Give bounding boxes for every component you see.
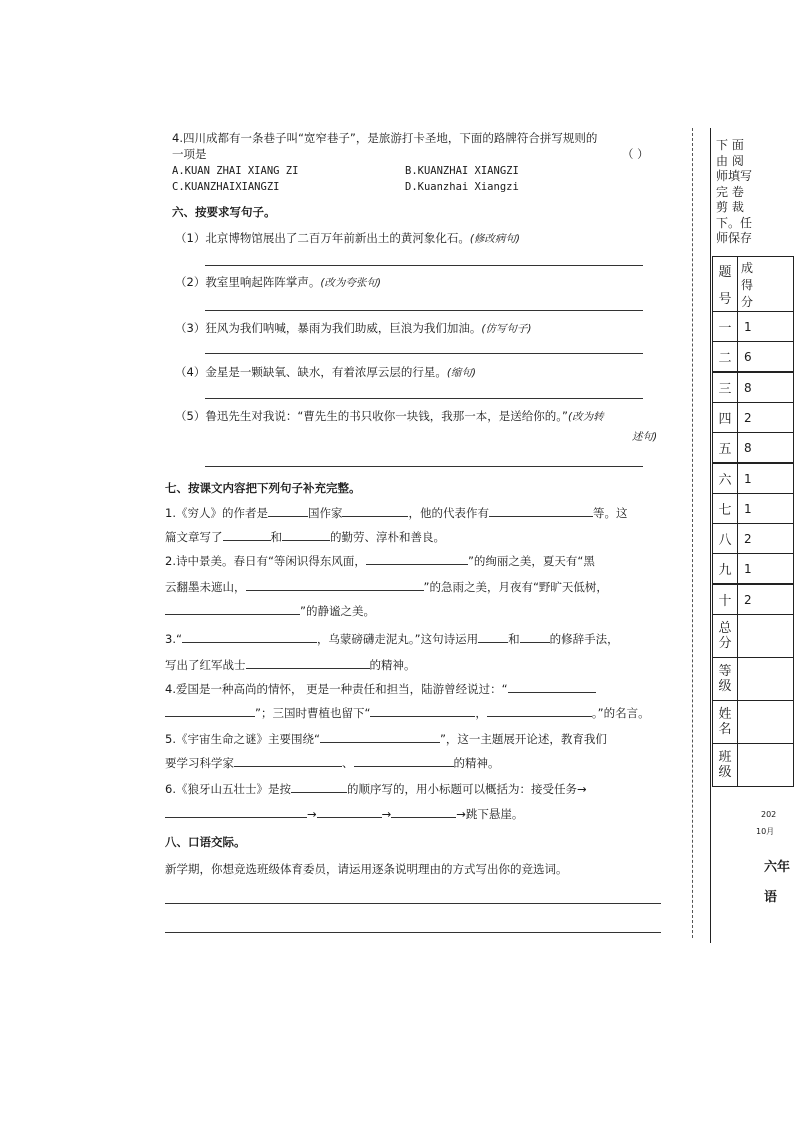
section7-title: 七、按课文内容把下列句子补充完整。 — [165, 481, 361, 495]
s7-line2 — [165, 528, 445, 545]
side-border-line — [710, 128, 711, 943]
s7-blank-7[interactable] — [246, 578, 424, 591]
cut-line — [692, 128, 693, 938]
s7-line5 — [165, 602, 375, 619]
score-row-value[interactable]: 1 — [737, 493, 794, 524]
s7-blank-21[interactable] — [165, 805, 307, 818]
s6-q1-text — [175, 230, 520, 247]
s7-blank-18[interactable] — [234, 754, 342, 767]
score-row-value[interactable]: 1 — [737, 311, 794, 342]
s6-q2-text — [175, 274, 381, 291]
class-value-cell[interactable] — [737, 743, 794, 787]
s7-line4 — [165, 578, 608, 595]
s7-blank-9[interactable] — [182, 630, 317, 643]
section8-title: 八、口语交际。 — [165, 835, 246, 849]
s7-blank-17[interactable] — [320, 730, 440, 743]
total-label-cell — [712, 614, 738, 658]
s6-q3-note: (仿写句子) — [481, 323, 532, 335]
s7-blank-11[interactable] — [520, 630, 550, 643]
s7-l7b: 的精神。 — [369, 658, 416, 672]
s7-blank-8[interactable] — [165, 602, 300, 615]
s7-blank-20[interactable] — [291, 780, 347, 793]
score-row-value[interactable]: 2 — [737, 584, 794, 615]
s7-line7 — [165, 656, 416, 673]
score-row-label: 四 — [712, 402, 738, 433]
name-value-cell[interactable] — [737, 700, 794, 744]
q4-stem-line1: 4.四川成都有一条巷子叫“宽窄巷子”，是旅游打卡圣地，下面的路牌符合拼写规则的 — [172, 131, 598, 145]
s7-line8 — [165, 680, 596, 697]
grade-label-cell — [712, 657, 738, 701]
total-label: 总 分 — [718, 621, 732, 651]
s8-answer-line-2[interactable] — [165, 932, 661, 933]
side-note-1: 下 面 — [716, 138, 744, 152]
s7-l2a: 篇文章写了 — [165, 530, 223, 544]
name-label: 姓 名 — [718, 707, 732, 737]
name-label-cell — [712, 700, 738, 744]
table-header-question — [712, 256, 738, 312]
s7-l2c: 的勤劳、淳朴和善良。 — [330, 530, 445, 544]
s7-line12 — [165, 780, 587, 797]
s7-blank-15[interactable] — [370, 704, 475, 717]
s7-l13b: → — [381, 807, 392, 821]
score-row-value[interactable]: 6 — [737, 341, 794, 372]
header-score-3: 分 — [741, 294, 754, 309]
score-row-label: 一 — [712, 311, 738, 342]
s6-q3-sentence: （3）狂风为我们呐喊，暴雨为我们助威，巨浪为我们加油。 — [175, 321, 482, 335]
score-row-label: 十 — [712, 584, 738, 615]
s7-blank-4[interactable] — [223, 528, 271, 541]
q4-option-a[interactable]: A.KUAN ZHAI XIANG ZI — [172, 165, 299, 177]
side-note-3: 师填写 — [716, 169, 753, 183]
s6-q5-text — [175, 408, 604, 425]
s7-l1d: 等。这 — [592, 506, 628, 520]
side-note-7: 师保存 — [716, 231, 753, 245]
s7-l6d: 的修辞手法， — [549, 632, 619, 646]
s7-l7a: 写出了红军战士 — [165, 658, 246, 672]
s7-blank-19[interactable] — [354, 754, 454, 767]
section6-title: 六、按要求写句子。 — [172, 205, 276, 219]
side-note-2: 由 阅 — [716, 153, 744, 168]
s7-l2b: 和 — [270, 530, 282, 544]
s7-line3 — [165, 552, 595, 569]
class-label-cell — [712, 743, 738, 787]
s7-l3b: ”的绚丽之美，夏天有“黑 — [467, 554, 595, 568]
side-note-4: 完 卷 — [716, 184, 744, 199]
s7-line10 — [165, 730, 607, 747]
s7-l1c: ，他的代表作有 — [408, 506, 489, 520]
s7-line11 — [165, 754, 500, 771]
s6-q1-answer-line[interactable] — [205, 265, 643, 266]
s7-blank-23[interactable] — [391, 805, 456, 818]
grade-label: 等 级 — [718, 664, 732, 694]
s7-l6a: 3.“ — [165, 632, 182, 646]
score-row-value[interactable]: 2 — [737, 523, 794, 554]
s7-l9b: ， — [475, 706, 487, 720]
header-question-1: 题 — [718, 265, 732, 280]
s6-q5-sentence: （5）鲁迅先生对我说：“曹先生的书只收你一块钱，我那一本，是送给你的。” — [175, 409, 568, 423]
score-row-value[interactable]: 2 — [737, 402, 794, 433]
s8-answer-line-1[interactable] — [165, 903, 661, 904]
s7-l11c: 的精神。 — [453, 756, 500, 770]
s7-l11a: 要学习科学家 — [165, 756, 234, 770]
s6-q4-sentence: （4）金星是一颗缺氧、缺水，有着浓厚云层的行星。 — [175, 365, 447, 379]
table-header-score — [737, 256, 794, 312]
s7-l10b: ”，这一主题展开论述，教育我们 — [439, 732, 607, 746]
s6-q4-note: (缩句) — [446, 367, 477, 379]
s7-l3a: 2.诗中景美。春日有“等闲识得东风面， — [165, 554, 366, 568]
s7-l8a: 4.爱国是一种高尚的情怀， 更是一种责任和担当，陆游曾经说过：“ — [165, 682, 508, 696]
score-row-value[interactable]: 1 — [737, 463, 794, 494]
side-grade-title: 六年 — [764, 860, 791, 875]
s6-q5-answer-line[interactable] — [205, 466, 643, 467]
s8-prompt: 新学期，你想竞选班级体育委员，请运用逐条说明理由的方式写出你的竞选词。 — [165, 862, 568, 876]
s6-q5-note1: (改为转 — [567, 411, 604, 423]
side-instructions — [716, 138, 752, 247]
side-note-6: 下。任 — [716, 215, 753, 230]
q4-option-c[interactable]: C.KUANZHAIXIANGZI — [172, 181, 280, 193]
s7-l13c: →跳下悬崖。 — [456, 807, 524, 821]
s7-blank-3[interactable] — [489, 504, 593, 517]
q4-option-b[interactable]: B.KUANZHAI XIANGZI — [405, 165, 519, 177]
s7-blank-6[interactable] — [366, 552, 468, 565]
s7-l12a: 6.《狼牙山五壮士》是按 — [165, 782, 291, 796]
score-row-label: 二 — [712, 341, 738, 372]
s7-line13 — [165, 805, 523, 822]
s7-l9c: 。”的名言。 — [591, 706, 650, 720]
score-row-label: 三 — [712, 372, 738, 403]
s7-l6c: 和 — [508, 632, 520, 646]
s7-l9a: ”；三国时曹植也留下“ — [255, 706, 371, 720]
score-row-value[interactable]: 1 — [737, 553, 794, 584]
s7-blank-1[interactable] — [268, 504, 308, 517]
s7-l13a: → — [307, 807, 317, 821]
s6-q2-answer-line[interactable] — [205, 310, 643, 311]
side-month: 10月 — [756, 827, 775, 836]
score-row-value[interactable]: 8 — [737, 432, 794, 463]
s6-q4-answer-line[interactable] — [205, 398, 643, 399]
q4-answer-paren[interactable]: （ ） — [622, 147, 649, 161]
s6-q3-answer-line[interactable] — [205, 353, 643, 354]
score-row-label: 六 — [712, 463, 738, 494]
grade-value-cell[interactable] — [737, 657, 794, 701]
s7-l12b: 的顺序写的，用小标题可以概括为：接受任务→ — [346, 782, 587, 796]
s7-blank-5[interactable] — [282, 528, 330, 541]
s7-l11b: 、 — [342, 756, 354, 770]
s7-line9 — [165, 704, 650, 721]
s7-l5a: ”的静谧之美。 — [300, 604, 375, 618]
score-row-value[interactable]: 8 — [737, 372, 794, 403]
class-label: 班 级 — [718, 750, 732, 780]
score-row-label: 七 — [712, 493, 738, 524]
score-row-label: 五 — [712, 432, 738, 463]
s6-q4-text — [175, 364, 476, 381]
s7-line6 — [165, 630, 619, 647]
s7-blank-12[interactable] — [246, 656, 370, 669]
s7-l1a: 1.《穷人》的作者是 — [165, 506, 268, 520]
s7-blank-16[interactable] — [487, 704, 592, 717]
header-question-2: 号 — [718, 292, 732, 307]
s6-q5-note2: 述句) — [632, 431, 658, 443]
s6-q2-sentence: （2）教室里响起阵阵掌声。 — [175, 275, 321, 289]
s7-l4a: 云翻墨未遮山， — [165, 580, 246, 594]
s7-l6b: ，乌蒙磅礴走泥丸。”这句诗运用 — [316, 632, 479, 646]
s6-q2-note: (改为夸张句) — [320, 277, 382, 289]
s7-l10a: 5.《宇宙生命之谜》主要围绕“ — [165, 732, 320, 746]
s6-q1-note: (修改病句) — [469, 233, 521, 245]
s7-l1b: 国作家 — [307, 506, 343, 520]
score-row-label: 八 — [712, 523, 738, 554]
q4-option-d[interactable]: D.Kuanzhai Xiangzi — [405, 181, 519, 193]
s7-blank-22[interactable] — [317, 805, 382, 818]
s7-blank-14[interactable] — [165, 704, 255, 717]
header-score-1: 成 — [741, 260, 754, 275]
s7-blank-10[interactable] — [478, 630, 508, 643]
s7-line1 — [165, 504, 627, 521]
q4-stem-line2: 一项是 — [172, 147, 207, 161]
score-row-label: 九 — [712, 553, 738, 584]
s7-blank-2[interactable] — [342, 504, 408, 517]
side-year: 202 — [761, 810, 777, 819]
s7-blank-13[interactable] — [508, 680, 596, 693]
s7-l4b: ”的急雨之美，月夜有“野旷天低树， — [423, 580, 608, 594]
side-subject-title: 语 — [764, 890, 778, 905]
s6-q3-text — [175, 320, 532, 337]
header-score-2: 得 — [741, 277, 754, 292]
side-note-5: 剪 裁 — [716, 200, 744, 214]
total-value-cell[interactable] — [737, 614, 794, 658]
s6-q1-sentence: （1）北京博物馆展出了二百万年前新出土的黄河象化石。 — [175, 231, 470, 245]
